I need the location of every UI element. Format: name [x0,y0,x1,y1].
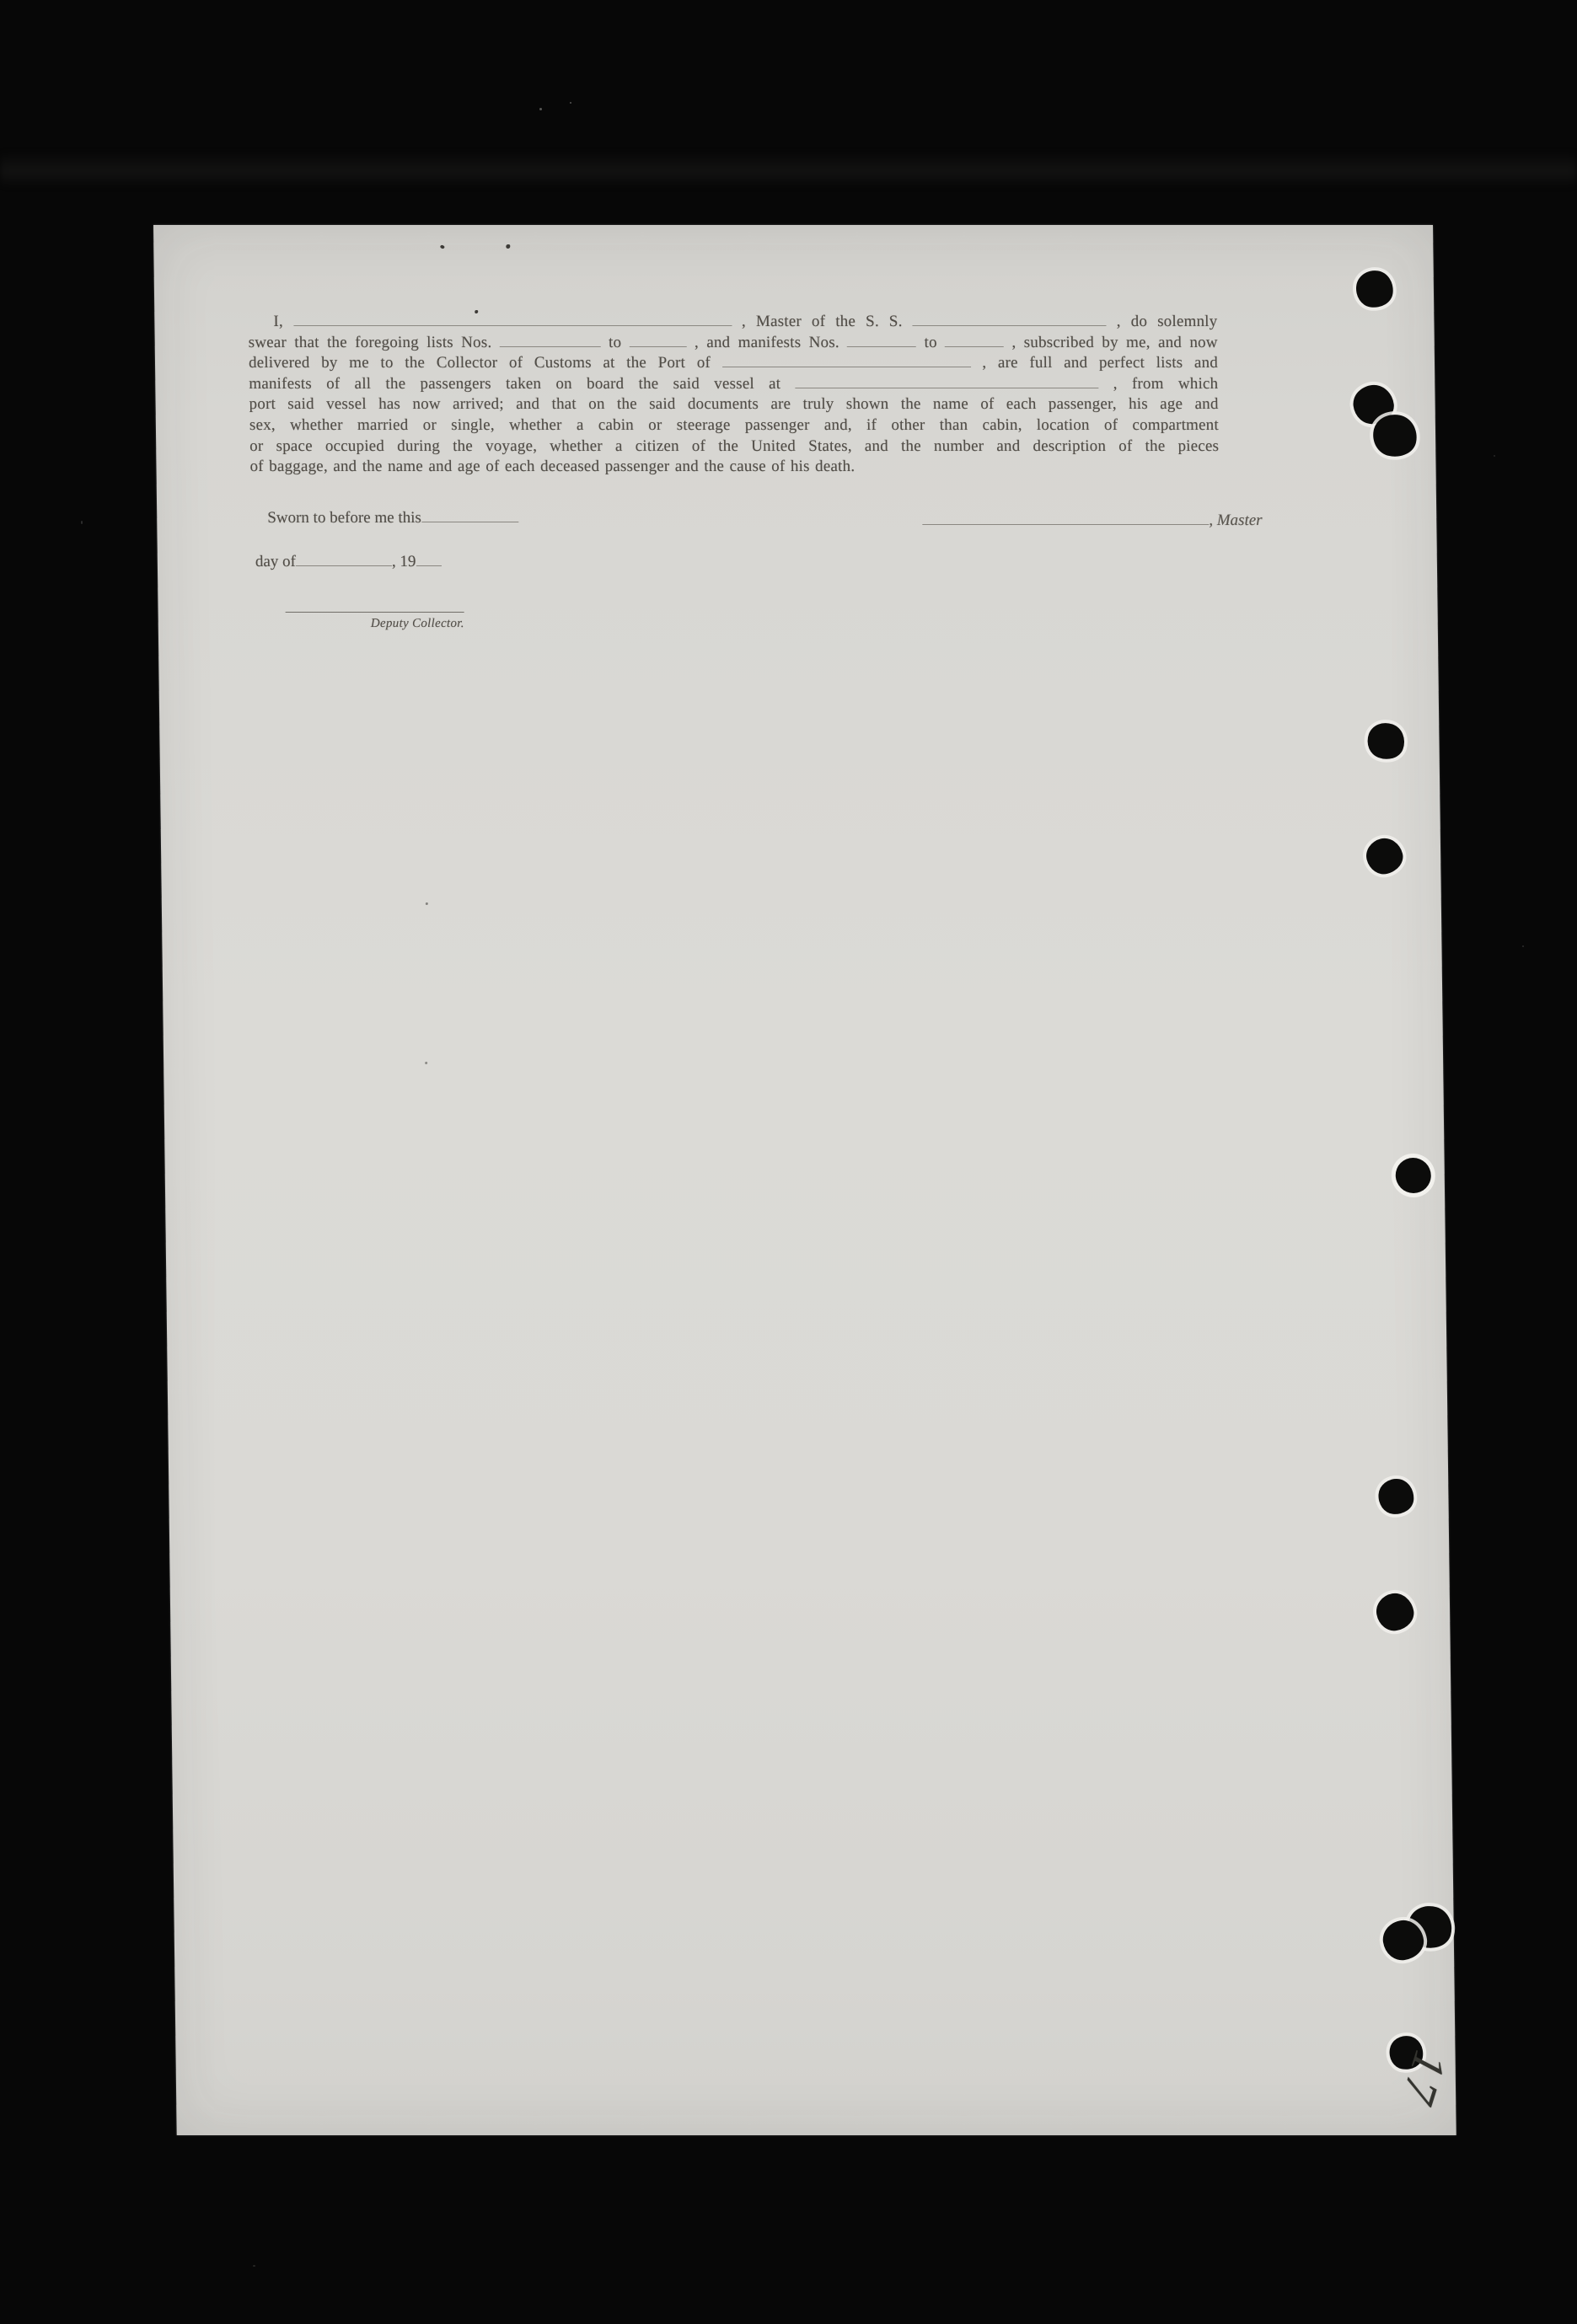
oath-text: , do solemnly [1116,313,1218,330]
punch-hole [1396,1158,1432,1193]
day-of-label: day of [255,553,297,570]
ink-blob [1363,834,1407,877]
year-prefix: , 19 [391,553,416,570]
oath-text: , Master of the S. S. [741,313,903,330]
blank-line-vessel-at [795,377,1098,388]
oath-text: , subscribed by me, and now [1011,333,1218,351]
oath-paragraph [248,312,1219,478]
master-signature-line [922,511,1263,531]
handwritten-page-number: 17 [1390,2044,1456,2113]
oath-text: to [924,333,937,351]
sworn-line [267,508,518,528]
master-label: , Master [1209,511,1263,529]
ink-blob [1363,718,1410,764]
oath-line-1 [248,312,1217,333]
sworn-label: Sworn to before me this [267,509,421,527]
paper-speck [506,244,510,249]
oath-line-5: port said vessel has now arrived; and that on the said documents are truly shown the name of each passenger, his age and [249,395,1219,414]
scan-dust [81,521,83,524]
scan-dust [1522,945,1524,947]
oath-line-7: or space occupied during the voyage, whether a citizen of the United States, and the number and description of the pieces [249,436,1220,455]
oath-line-3 [249,353,1218,374]
blank-line-year [416,555,441,566]
oath-text: , are full and perfect lists and [982,354,1219,372]
paper-speck [425,1062,427,1064]
ink-blob [1373,1591,1416,1634]
oath-text: , and manifests Nos. [694,333,839,351]
oath-line-8: of baggage, and the name and age of each deceased passenger and the cause of his death. [249,458,856,476]
deputy-collector-label: Deputy Collector. [370,617,464,630]
blank-line-name [293,315,732,326]
blank-line-ship [913,315,1107,326]
oath-text: manifests of all the passengers taken on board the said vessel at [249,374,781,393]
day-of-line [255,552,442,572]
blank-line-date [421,511,518,522]
blank-line-master-signature [922,514,1209,525]
oath-text: delivered by me to the Collector of Customs at the Port of [248,354,711,372]
paper-speck [426,902,428,905]
oath-text: to [608,333,622,351]
blank-line-month [296,555,392,566]
ink-blob [1377,1477,1415,1516]
ink-blob [1354,268,1395,310]
scan-noise-band [0,150,1577,189]
oath-text: swear that the foregoing lists Nos. [248,333,492,351]
scan-dust [539,108,542,110]
oath-line-2 [249,333,1218,354]
deputy-signature-line [286,612,464,613]
blank-line-list-to [630,335,687,346]
paper-speck [440,244,445,249]
oath-text: , from which [1113,374,1219,393]
blank-line-manifest-from [847,335,916,346]
scan-dust [253,2265,255,2267]
oath-text: I, [273,313,284,330]
scan-dust [1494,455,1495,457]
blank-line-port [722,356,971,367]
oath-line-4 [249,374,1218,395]
document-page [153,225,1456,2135]
blank-line-list-from [500,335,601,346]
blank-line-manifest-to [945,335,1004,346]
oath-line-6: sex, whether married or single, whether a cabin or steerage passenger and, if other than cabin, location of compartment [249,415,1220,434]
scan-dust [570,102,571,104]
